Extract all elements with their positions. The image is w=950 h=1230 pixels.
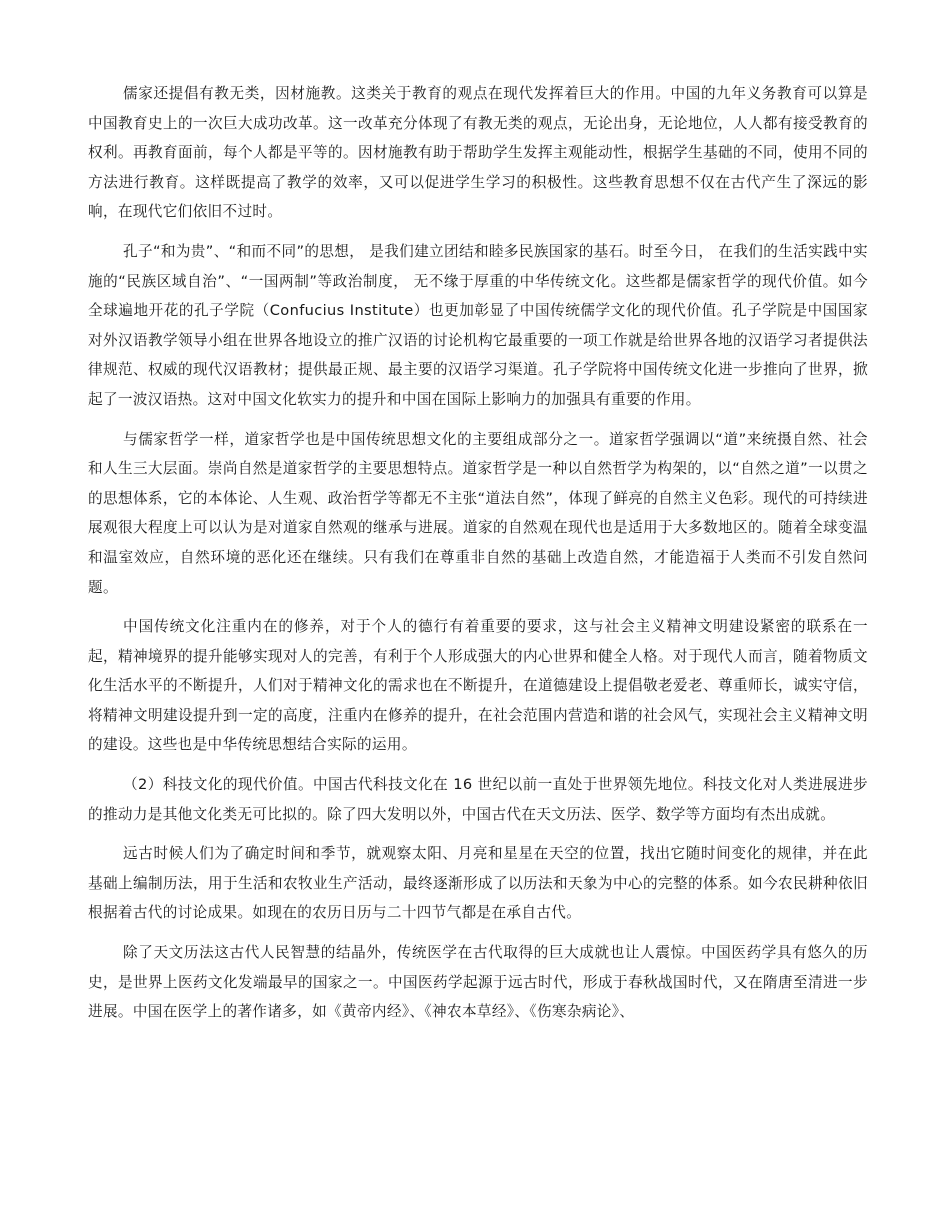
paragraph-harmony-confucius-institute: 孔子“和为贵”、“和而不同”的思想， 是我们建立团结和睦多民族国家的基石。时至今日， 在我们的生活实践中实施的“民族区域自治”、“一国两制”等政治制度， 无不缘于厚重的中华传统文化。这些都是儒家哲学的现代价值。如今全球遍地开花的孔子学院（Confucius Institute）也更加彰显了中国传统儒学文化的现代价值。孔子学院是中国国家对外汉语教学领导小组在世界各地设立的推广汉语的讨论机构它最重要的一项工作就是给世界各地的汉语学习者提供法律规范、权威的现代汉语教材；提供最正规、最主要的汉语学习渠道。孔子学院将中国传统文化进一步推向了世界，掀起了一波汉语热。这对中国文化软实力的提升和中国在国际上影响力的加强具有重要的作用。 (88, 242, 868, 408)
paragraph-taoist-philosophy: 与儒家哲学一样，道家哲学也是中国传统思想文化的主要组成部分之一。道家哲学强调以“道”来统摄自然、社会和人生三大层面。崇尚自然是道家哲学的主要思想特点。道家哲学是一种以自然哲学为构架的，以“自然之道”一以贯之的思想体系，它的本体论、人生观、政治哲学等都无不主张“道法自然”，体现了鲜亮的自然主义色彩。现代的可持续进展观很大程度上可以认为是对道家自然观的继承与进展。道家的自然观在现代也是适用于大多数地区的。随着全球变温和温室效应，自然环境的恶化还在继续。只有我们在尊重非自然的基础上改造自然，才能造福于人类而不引发自然问题。 (88, 430, 868, 596)
paragraph-astronomy-calendar: 远古时候人们为了确定时间和季节，就观察太阳、月亮和星星在天空的位置，找出它随时间变化的规律，并在此基础上编制历法，用于生活和农牧业生产活动，最终逐渐形成了以历法和天象为中心的完整的体系。如今农民耕种依旧根据着古代的讨论成果。如现在的农历日历与二十四节气都是在承自古代。 (88, 845, 868, 922)
paragraph-inner-cultivation: 中国传统文化注重内在的修养，对于个人的德行有着重要的要求，这与社会主义精神文明建设紧密的联系在一起，精神境界的提升能够实现对人的完善，有利于个人形成强大的内心世界和健全人格。对于现代人而言，随着物质文化生活水平的不断提升，人们对于精神文化的需求也在不断提升，在道德建设上提倡敬老爱老、尊重师长，诚实守信，将精神文明建设提升到一定的高度，注重内在修养的提升，在社会范围内营造和谐的社会风气，实现社会主义精神文明的建设。这些也是中华传统思想结合实际的运用。 (88, 618, 868, 754)
paragraph-confucian-education: 儒家还提倡有教无类，因材施教。这类关于教育的观点在现代发挥着巨大的作用。中国的九年义务教育可以算是中国教育史上的一次巨大成功改革。这一改革充分体现了有教无类的观点，无论出身，无论地位，人人都有接受教育的权利。再教育面前，每个人都是平等的。因材施教有助于帮助学生发挥主观能动性，根据学生基础的不同，使用不同的方法进行教育。这样既提高了教学的效率，又可以促进学生学习的积极性。这些教育思想不仅在古代产生了深远的影响，在现代它们依旧不过时。 (88, 85, 868, 221)
paragraph-science-technology-value: （2）科技文化的现代价值。中国古代科技文化在 16 世纪以前一直处于世界领先地位。科技文化对人类进展进步的推动力是其他文化类无可比拟的。除了四大发明以外，中国古代在天文历法、医学、数学等方面均有杰出成就。 (88, 776, 868, 823)
document-body (88, 79, 868, 1027)
paragraph-traditional-medicine: 除了天文历法这古代人民智慧的结晶外，传统医学在古代取得的巨大成就也让人震惊。中国医药学具有悠久的历史，是世界上医药文化发端最早的国家之一。中国医药学起源于远古时代，形成于春秋战国时代，又在隋唐至清进一步进展。中国在医学上的著作诸多，如《黄帝内经》、《神农本草经》、《伤寒杂病论》、 (88, 944, 868, 1021)
